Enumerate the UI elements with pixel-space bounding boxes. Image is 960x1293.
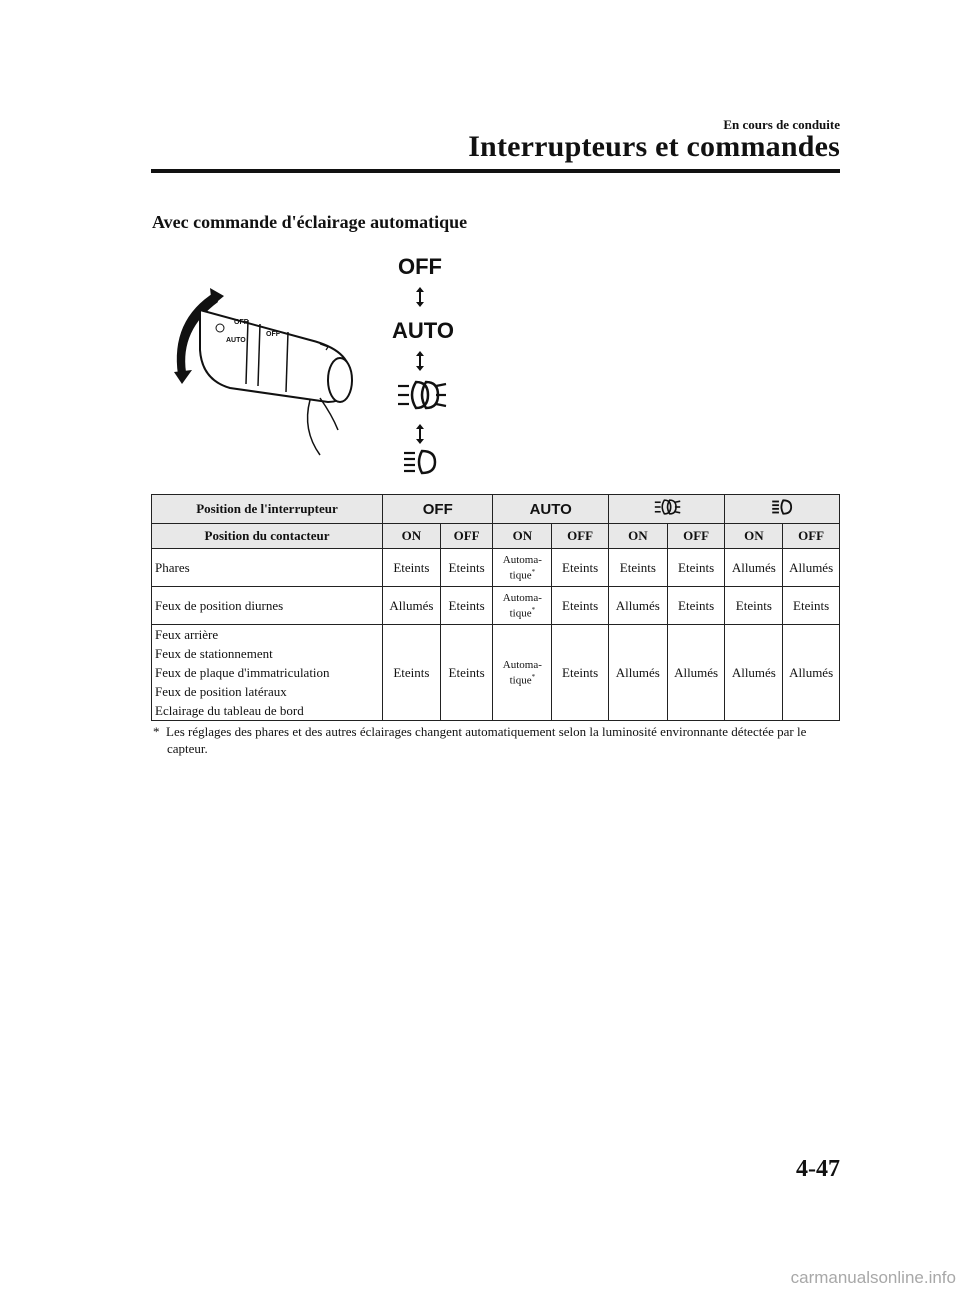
page-number: 4-47 [796, 1156, 840, 1182]
ignition-value: ON [608, 524, 667, 549]
switch-position-label: Position de l'interrupteur [152, 495, 383, 524]
double-arrow-icon [414, 287, 426, 307]
ignition-position-row [152, 524, 840, 549]
status-cell: Eteints [440, 549, 493, 587]
switch-off-header: OFF [383, 495, 493, 524]
table-row [152, 625, 840, 721]
parking-light-icon [771, 498, 793, 516]
auto-cell [493, 625, 552, 721]
mode-label-off: OFF [398, 254, 442, 279]
auto-cell [493, 587, 552, 625]
status-cell: Eteints [783, 587, 840, 625]
row-label-line: Phares [155, 560, 190, 575]
row-label [152, 587, 383, 625]
mode-label-auto: AUTO [392, 318, 454, 343]
status-cell: Eteints [667, 549, 725, 587]
footnote-marker: * [531, 567, 536, 576]
lighting-lever-drawing [160, 280, 360, 460]
row-label-line: Feux de position latéraux [155, 684, 287, 699]
footnote-marker: * [531, 672, 536, 681]
row-label-line: Feux de plaque d'immatriculation [155, 665, 330, 680]
status-cell: Eteints [667, 587, 725, 625]
switch-headlight-header [608, 495, 725, 524]
auto-text-bottom [495, 604, 549, 620]
status-cell: Eteints [440, 587, 493, 625]
lighting-switch-illustration [160, 250, 480, 480]
footnote-text: Les réglages des phares et des autres éclairages changent automatiquement selon la luminosité environnante détectée par le capteur. [166, 724, 807, 756]
header-section: En cours de conduite [723, 117, 840, 132]
row-label-line: Feux de stationnement [155, 646, 273, 661]
auto-text-bottom [495, 566, 549, 582]
status-cell: Eteints [552, 625, 609, 721]
lever-label-auto: AUTO [226, 337, 246, 344]
row-label [152, 549, 383, 587]
double-arrow-icon [414, 351, 426, 371]
switch-position-row [152, 495, 840, 524]
lighting-table [151, 494, 840, 721]
ignition-value: OFF [667, 524, 725, 549]
switch-parking-header [725, 495, 840, 524]
headlight-low-beam-icon [651, 498, 683, 516]
footnote-marker: * [531, 605, 536, 614]
header-rule [151, 169, 840, 173]
auto-text-top: Automa- [502, 553, 542, 566]
double-arrow-icon [414, 424, 426, 444]
ignition-value: ON [493, 524, 552, 549]
status-cell: Eteints [383, 625, 441, 721]
ignition-value: ON [725, 524, 783, 549]
lever-label-off-1: OFF [234, 319, 248, 326]
headlight-low-beam-icon [394, 378, 448, 412]
auto-cell [493, 549, 552, 587]
watermark: carmanualsonline.info [790, 1268, 956, 1287]
status-cell: Eteints [552, 549, 609, 587]
parking-light-icon [402, 448, 438, 476]
row-label-line: Feux arrière [155, 627, 219, 642]
status-cell: Allumés [725, 549, 783, 587]
row-label-line: Eclairage du tableau de bord [155, 703, 304, 718]
table-row [152, 587, 840, 625]
status-cell: Eteints [440, 625, 493, 721]
status-cell: Allumés [608, 587, 667, 625]
status-cell: Allumés [383, 587, 441, 625]
status-cell: Eteints [552, 587, 609, 625]
status-cell: Allumés [725, 625, 783, 721]
table-row [152, 549, 840, 587]
auto-text-top: Automa- [502, 591, 542, 604]
page-title: Interrupteurs et commandes [468, 130, 840, 163]
status-cell: Allumés [783, 625, 840, 721]
auto-text-top: Automa- [502, 658, 542, 671]
auto-text-bottom-word: tique [509, 674, 532, 687]
auto-text-bottom [495, 671, 549, 687]
ignition-value: OFF [783, 524, 840, 549]
status-cell: Eteints [608, 549, 667, 587]
footnote [153, 723, 843, 757]
status-cell: Eteints [383, 549, 441, 587]
ignition-position-label: Position du contacteur [152, 524, 383, 549]
status-cell: Eteints [725, 587, 783, 625]
section-heading: Avec commande d'éclairage automatique [152, 212, 468, 232]
row-label-line: Feux de position diurnes [155, 598, 284, 613]
lever-label-off-2: OFF [266, 331, 280, 338]
ignition-value: OFF [552, 524, 609, 549]
status-cell: Allumés [667, 625, 725, 721]
status-cell: Allumés [608, 625, 667, 721]
auto-text-bottom-word: tique [509, 607, 532, 620]
status-cell: Allumés [783, 549, 840, 587]
switch-auto-header: AUTO [493, 495, 609, 524]
ignition-value: ON [383, 524, 441, 549]
auto-text-bottom-word: tique [509, 569, 532, 582]
ignition-value: OFF [440, 524, 493, 549]
row-label [152, 625, 383, 721]
footnote-marker: * [153, 724, 160, 739]
